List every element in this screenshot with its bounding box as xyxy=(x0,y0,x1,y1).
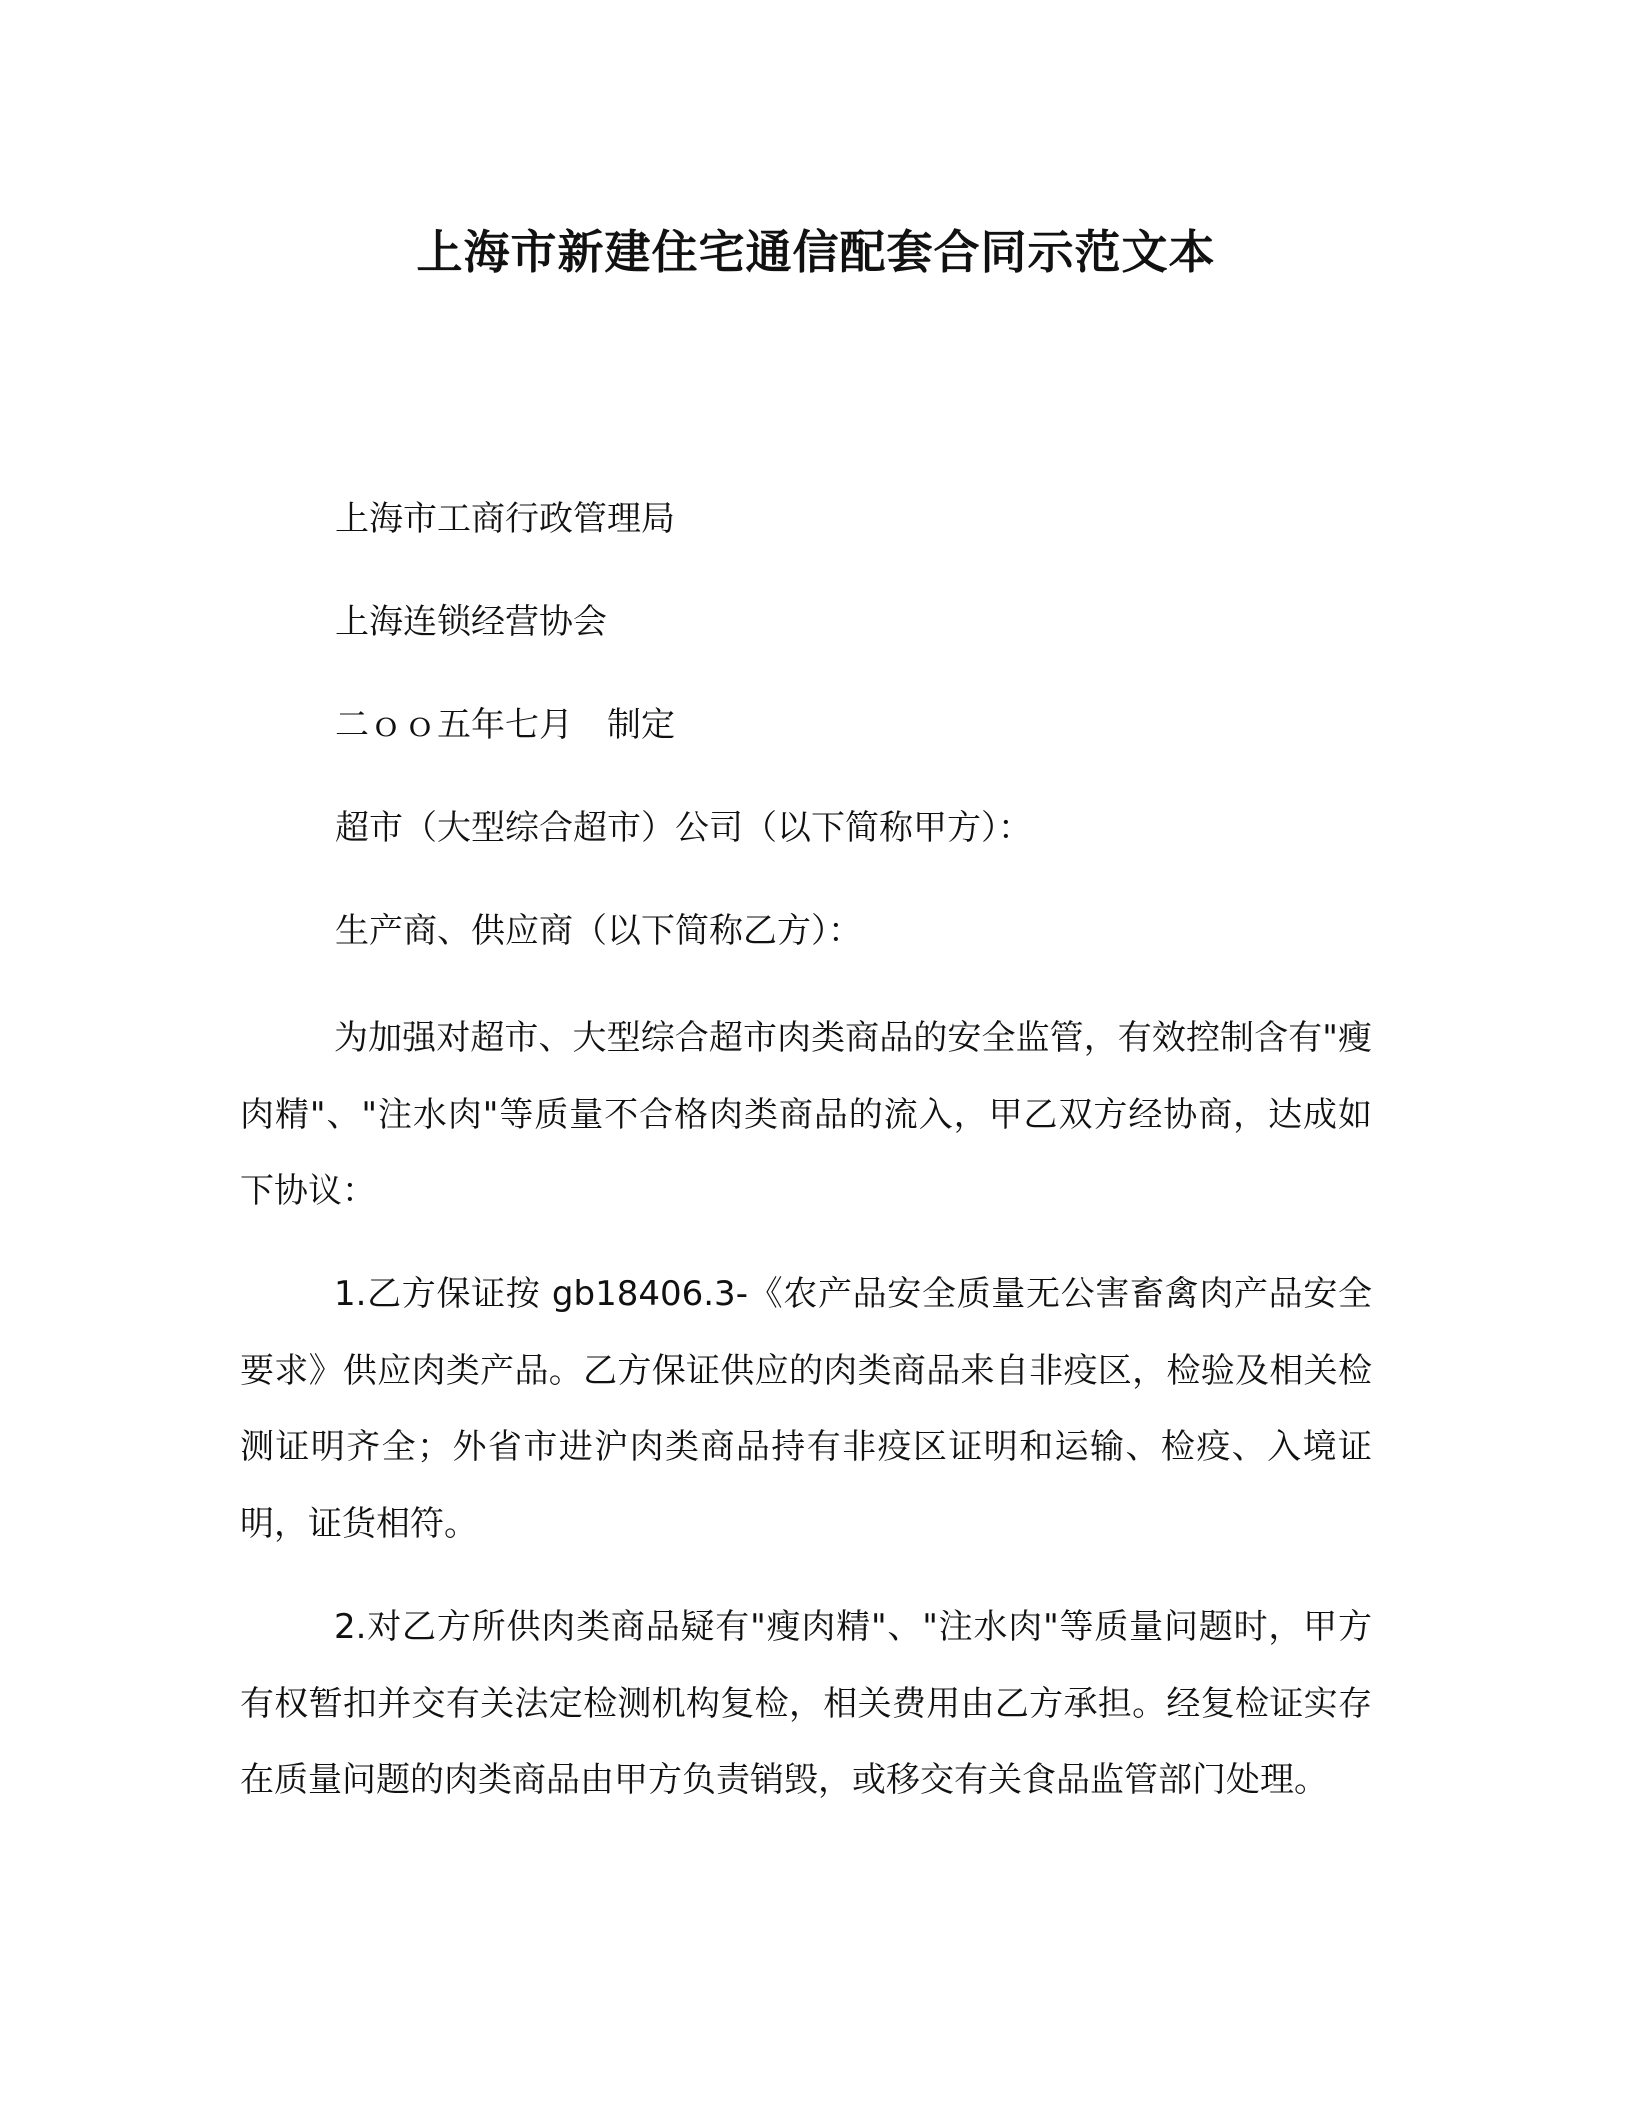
party-a-line: 超市（大型综合超市）公司（以下简称甲方）： xyxy=(335,808,1032,848)
clause-2-paragraph: 2.对乙方所供肉类商品疑有"瘦肉精"、"注水肉"等质量问题时，甲方有权暂扣并交有关法定检测机构复检，相关费用由乙方承担。经复检证实存在质量问题的肉类商品由甲方负责销毁，或移交有关食品监管部门处理。 xyxy=(240,1607,1372,1800)
issuer-line-1: 上海市工商行政管理局 xyxy=(335,499,675,539)
date-line: 二ｏｏ五年七月 制定 xyxy=(335,705,675,745)
preamble-paragraph: 为加强对超市、大型综合超市肉类商品的安全监管，有效控制含有"瘦肉精"、"注水肉"等质量不合格肉类商品的流入，甲乙双方经协商，达成如下协议： xyxy=(240,1018,1372,1211)
clause-1-paragraph: 1.乙方保证按 gb18406.3-《农产品安全质量无公害畜禽肉产品安全要求》供应肉类产品。乙方保证供应的肉类商品来自非疫区，检验及相关检测证明齐全；外省市进沪肉类商品持有非疫区证明和运输、检疫、入境证明，证货相符。 xyxy=(240,1274,1372,1544)
issuer-line-2: 上海连锁经营协会 xyxy=(335,602,607,642)
document-title: 上海市新建住宅通信配套合同示范文本 xyxy=(416,225,1216,279)
party-b-line: 生产商、供应商（以下简称乙方）： xyxy=(335,911,862,951)
